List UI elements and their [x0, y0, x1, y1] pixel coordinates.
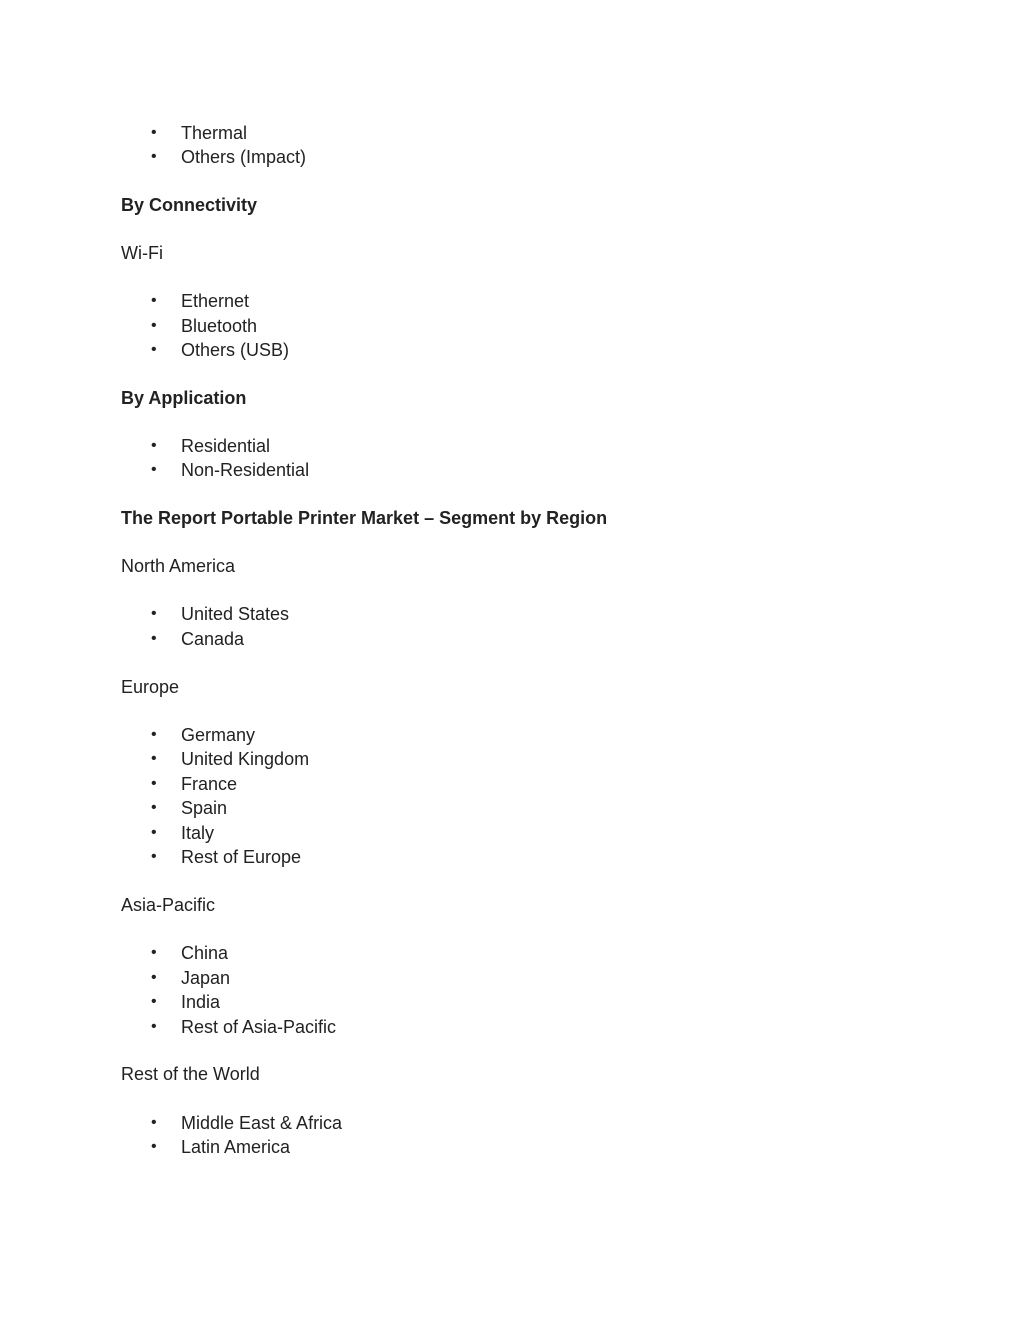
list-item-spain: Spain [181, 798, 228, 818]
bullet-icon: • [151, 148, 157, 165]
bullet-icon: • [151, 726, 157, 743]
connectivity-wifi: Wi-Fi [121, 243, 163, 263]
list-item-others-impact: Others (Impact) [181, 147, 307, 167]
bullet-icon: • [151, 969, 157, 986]
bullet-icon: • [151, 750, 157, 767]
bullet-icon: • [151, 848, 157, 865]
list-item-india: India [181, 992, 221, 1012]
list-item-residential: Residential [181, 436, 271, 456]
asia-pacific-label: Asia-Pacific [121, 895, 216, 915]
bullet-icon: • [151, 824, 157, 841]
list-item-france: France [181, 774, 238, 794]
bullet-icon: • [151, 799, 157, 816]
list-item-canada: Canada [181, 629, 245, 649]
list-item-bluetooth: Bluetooth [181, 316, 258, 336]
list-item-china: China [181, 943, 229, 963]
list-item-ethernet: Ethernet [181, 291, 250, 311]
list-item-united-states: United States [181, 604, 290, 624]
bullet-icon: • [151, 775, 157, 792]
bullet-icon: • [151, 630, 157, 647]
bullet-icon: • [151, 1138, 157, 1155]
application-heading: By Application [121, 388, 247, 408]
region-heading: The Report Portable Printer Market – Segment by Region [121, 508, 608, 528]
rest-of-world-label: Rest of the World [121, 1064, 260, 1084]
bullet-icon: • [151, 317, 157, 334]
bullet-icon: • [151, 944, 157, 961]
list-item-germany: Germany [181, 725, 256, 745]
bullet-icon: • [151, 437, 157, 454]
list-item-non-residential: Non-Residential [181, 460, 310, 480]
europe-label: Europe [121, 677, 180, 697]
bullet-icon: • [151, 1114, 157, 1131]
bullet-icon: • [151, 124, 157, 141]
list-item-japan: Japan [181, 968, 231, 988]
list-item-others-usb: Others (USB) [181, 340, 290, 360]
north-america-label: North America [121, 556, 236, 576]
list-item-italy: Italy [181, 823, 215, 843]
bullet-icon: • [151, 341, 157, 358]
list-item-rest-of-europe: Rest of Europe [181, 847, 302, 867]
bullet-icon: • [151, 461, 157, 478]
bullet-icon: • [151, 605, 157, 622]
bullet-icon: • [151, 993, 157, 1010]
list-item-thermal: Thermal [181, 123, 248, 143]
bullet-icon: • [151, 1018, 157, 1035]
list-item-united-kingdom: United Kingdom [181, 749, 310, 769]
list-item-rest-of-asia-pacific: Rest of Asia-Pacific [181, 1017, 337, 1037]
list-item-latin-america: Latin America [181, 1137, 291, 1157]
connectivity-heading: By Connectivity [121, 195, 258, 215]
bullet-icon: • [151, 292, 157, 309]
list-item-middle-east-africa: Middle East & Africa [181, 1113, 343, 1133]
